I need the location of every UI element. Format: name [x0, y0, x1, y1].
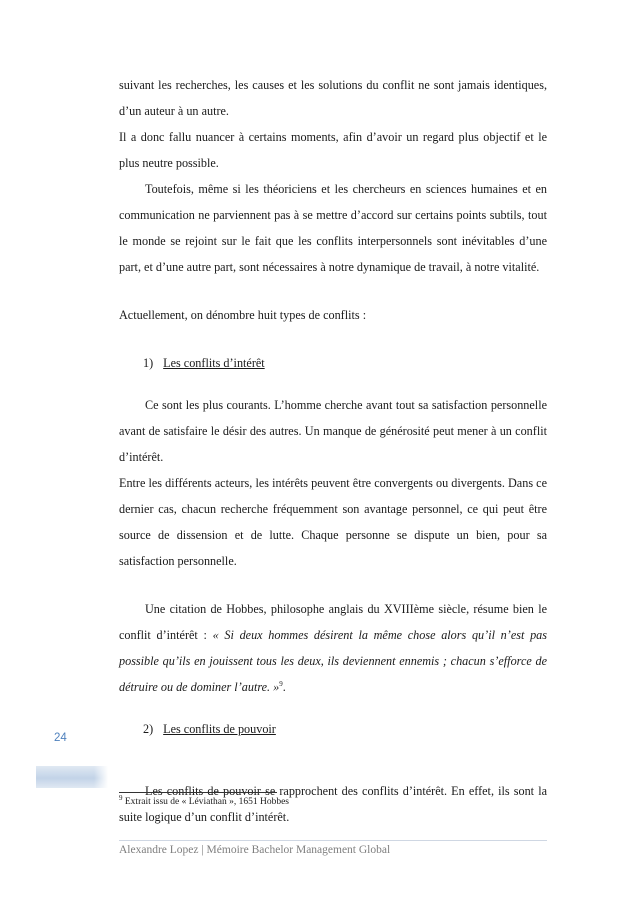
paragraph: Toutefois, même si les théoriciens et les chercheurs en sciences humaines et en communication ne parviennent pas à se mettre d’accord sur certains points subtils, tout le monde se rejoint sur le fait que les conflits interpersonnels sont inévitables d’une part, et d’une autre part, sont nécessaires à notre dynamique de travail, à notre vitalité.: [119, 182, 547, 274]
heading-number: 2): [143, 722, 154, 736]
footnote-number: 9: [119, 793, 123, 802]
paragraph: Ce sont les plus courants. L’homme cherche avant tout sa satisfaction personnelle avant de satisfaire le désir des autres. Un manque de générosité peut mener à un conflit d’intérêt.: [119, 398, 547, 464]
footer-divider: [119, 840, 547, 841]
section-heading-pouvoir: [119, 716, 547, 742]
page-footer: Alexandre Lopez | Mémoire Bachelor Management Global: [119, 844, 391, 856]
page-number-tab-decoration: [36, 766, 108, 788]
quote-end: .: [282, 680, 286, 694]
hobbes-quote: « Si deux hommes désirent la même chose alors qu’il n’est pas possible qu’ils en jouissent tous les deux, ils deviennent ennemis ; chacun s’efforce de détruire ou de dominer l’autre. »: [119, 628, 547, 694]
heading-label: Les conflits de pouvoir: [163, 722, 276, 736]
heading-number: 1): [143, 356, 154, 370]
paragraph: Entre les différents acteurs, les intérêts peuvent être convergents ou divergents. Dans ce dernier cas, chacun recherche fréquemment son avantage personnel, ce qui peut être source de dissension et de lutte. Chaque personne se dispute un bien, pour sa satisfaction personnelle.: [119, 476, 547, 568]
page-number: 24: [54, 732, 67, 744]
paragraph: Il a donc fallu nuancer à certains moments, afin d’avoir un regard plus objectif et le plus neutre possible.: [119, 130, 547, 170]
footnote-reference: 9: [279, 679, 283, 688]
section-heading-interet: [119, 350, 547, 376]
footnote: [119, 793, 289, 807]
paragraph: suivant les recherches, les causes et les solutions du conflit ne sont jamais identiques, d’un auteur à un autre.: [119, 78, 547, 118]
footnote-divider: [119, 792, 277, 793]
quote-intro: Une citation de Hobbes, philosophe anglais du XVIIIème siècle, résume bien le conflit d’intérêt :: [119, 602, 547, 642]
heading-label: Les conflits d’intérêt: [163, 356, 265, 370]
paragraph: Actuellement, on dénombre huit types de conflits :: [119, 308, 367, 322]
hobbes-quote-paragraph: [119, 596, 547, 700]
body-text: [119, 72, 547, 830]
paragraph: Les conflits de pouvoir se rapprochent des conflits d’intérêt. En effet, ils sont la suite logique d’un conflit d’intérêt.: [119, 784, 547, 824]
footnote-text: Extrait issu de « Léviathan », 1651 Hobbes: [122, 797, 289, 807]
